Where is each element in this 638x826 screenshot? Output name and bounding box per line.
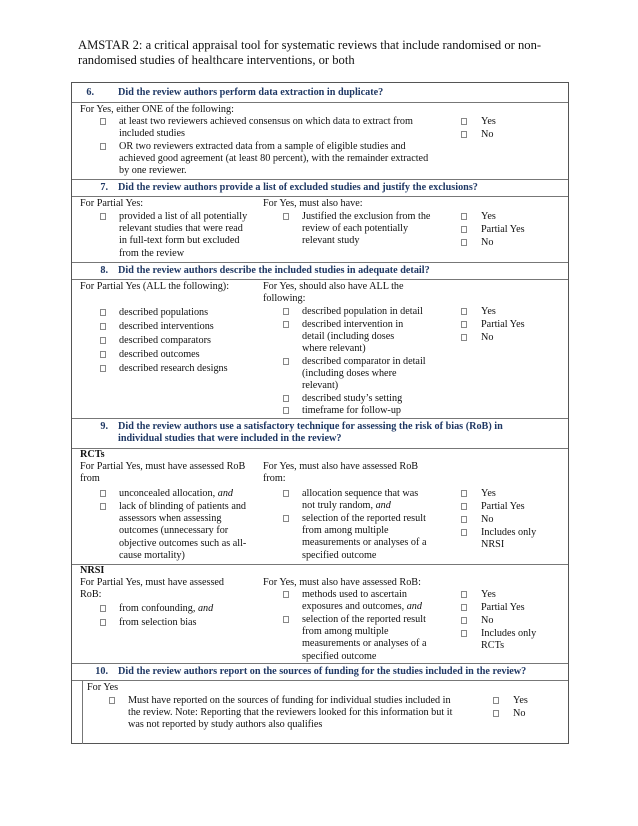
checkbox[interactable] — [109, 697, 115, 704]
checkbox[interactable] — [283, 515, 289, 522]
checkbox[interactable] — [461, 308, 467, 315]
divider — [72, 448, 568, 449]
checkbox[interactable] — [283, 395, 289, 402]
yes-heading: For Yes, must also have assessed RoB: — [263, 577, 421, 588]
checkbox[interactable] — [461, 604, 467, 611]
checkbox[interactable] — [493, 710, 499, 717]
partial-yes-heading: For Partial Yes, must have assessed RoB from — [80, 461, 246, 485]
question-number: 9. — [100, 421, 108, 432]
criteria-intro: For Yes, either ONE of the following: — [80, 104, 234, 115]
yes-heading: For Yes, must also have: — [263, 198, 363, 209]
checkbox[interactable] — [100, 213, 106, 220]
question-text: Did the review authors describe the included studies in adequate detail? — [118, 265, 430, 276]
checkbox[interactable] — [100, 143, 106, 150]
yes-heading: For Yes, should also have ALL the following: — [263, 281, 404, 305]
divider — [72, 279, 568, 280]
partial-yes-heading: For Partial Yes (ALL the following): — [80, 281, 230, 292]
question-number: 10. — [95, 666, 108, 677]
checkbox[interactable] — [461, 213, 467, 220]
document-title: AMSTAR 2: a critical appraisal tool for systematic reviews that include randomised or non-randomised studies of healthcare interventions, or both — [78, 38, 542, 67]
criteria-text: Justified the exclusion from the review of each potentially relevant study — [302, 211, 431, 247]
checkbox[interactable] — [100, 309, 106, 316]
checkbox[interactable] — [461, 617, 467, 624]
criteria-text: OR two reviewers extracted data from a sample of eligible studies and achieved good agreement (at least 80 percent), with the remainder extracted by one reviewer. — [119, 141, 429, 177]
checkbox[interactable] — [461, 630, 467, 637]
yes-heading: For Yes, must also have assessed RoB from: — [263, 461, 419, 485]
checkbox[interactable] — [100, 490, 106, 497]
checkbox[interactable] — [100, 351, 106, 358]
divider — [72, 196, 568, 197]
checkbox[interactable] — [461, 529, 467, 536]
question-text: Did the review authors provide a list of excluded studies and justify the exclusions? — [118, 182, 478, 193]
checkbox[interactable] — [283, 358, 289, 365]
divider — [72, 179, 568, 180]
checkbox[interactable] — [283, 213, 289, 220]
divider — [72, 564, 568, 565]
divider — [72, 102, 568, 103]
divider — [72, 663, 568, 664]
checkbox[interactable] — [100, 605, 106, 612]
checkbox[interactable] — [461, 334, 467, 341]
checkbox[interactable] — [283, 321, 289, 328]
checkbox[interactable] — [100, 503, 106, 510]
criteria-text: at least two reviewers achieved consensus on which data to extract from included studies — [119, 116, 413, 140]
divider — [72, 418, 568, 419]
question-number: 7. — [100, 182, 108, 193]
question-text: Did the review authors use a satisfactory technique for assessing the risk of bias (RoB) in individual studies that were included in the review? — [118, 421, 503, 445]
checkbox[interactable] — [461, 490, 467, 497]
checkbox[interactable] — [283, 308, 289, 315]
checkbox[interactable] — [461, 118, 467, 125]
checkbox[interactable] — [461, 226, 467, 233]
checkbox[interactable] — [283, 616, 289, 623]
checkbox[interactable] — [493, 697, 499, 704]
checkbox[interactable] — [461, 321, 467, 328]
checkbox[interactable] — [461, 591, 467, 598]
criteria-text: provided a list of all potentially relevant studies that were read in full-text form but excluded from the review — [119, 211, 248, 259]
question-number: 6. — [86, 87, 94, 98]
nrsi-label: NRSI — [80, 565, 105, 576]
question-text: Did the review authors perform data extraction in duplicate? — [118, 87, 384, 98]
question-text: Did the review authors report on the sources of funding for the studies included in the review? — [118, 666, 527, 677]
checkbox[interactable] — [100, 619, 106, 626]
checkbox[interactable] — [100, 337, 106, 344]
checkbox[interactable] — [100, 118, 106, 125]
appraisal-form: 6. Did the review authors perform data extraction in duplicate? For Yes, either ONE of the following: at least two reviewers achieved consensus on which data to extract from included studies OR two reviewers extracted data from a sample of eligible studies and achieved good agreement (at least 80 percent), with the remainder extracted by one reviewer. Yes No 7. Did the review authors provide a list of excluded studies and justify the exclusions? For Partial Yes: provided a list of all potentially relevant studies that were read in full-text form but excluded from the review For Yes, must also have: Justified the exclusion from the review of each potentially relevant study Yes Partial Yes No 8. Did the review authors describe the included studies in adequate detail? For Partial Yes (ALL the following): described populations described interventions described comparators described outcomes described research designs For Yes, should also have ALL the following: described population in detail described intervention in detail (including doses where relevant) described comparator in detail (including doses where relevant) described study’s setting timeframe for follow-up Yes Partial Yes No 9. Did the review authors use a satisfactory technique for assessing the risk of bias (RoB) in individual studies that were included in the review? RCTs For Partial Yes, must have assessed RoB from unconcealed allocation, and lack of blinding of patients and assessors when assessing outcomes (unnecessary for objective outcomes such as all-cause mortality) For Yes, must also have assessed RoB from: allocation sequence that was not truly random, and selection of the reported result from among multiple measurements or analyses of a specified outcome Yes Partial Yes No Includes only NRSI NRSI For Partial Yes, must have assessed RoB: from confounding, and from selection bias For Yes, must also have assessed RoB: methods used to ascertain exposures and outcomes, and selection of the reported result from among multiple measurements or analyses of a specified outcome Yes Partial Yes No Includes only RCTs 10. Did the review authors report on the sources of funding for the studies included in the review? For Yes Must have reported on the sources of funding for individual studies included in the review. Note: Reporting that the reviewers looked for this information but it was not reported by study authors also qualifies Yes No — [71, 82, 569, 744]
checkbox[interactable] — [283, 591, 289, 598]
divider — [82, 680, 83, 744]
divider — [72, 262, 568, 263]
question-number: 8. — [100, 265, 108, 276]
checkbox[interactable] — [283, 407, 289, 414]
checkbox[interactable] — [100, 365, 106, 372]
checkbox[interactable] — [461, 516, 467, 523]
rcts-label: RCTs — [80, 449, 105, 460]
checkbox[interactable] — [461, 503, 467, 510]
divider — [72, 680, 568, 681]
criteria-text: Must have reported on the sources of funding for individual studies included in the review. Note: Reporting that the reviewers looked for this information but it was not reported by study authors also qualifies — [128, 695, 453, 731]
yes-heading: For Yes — [87, 682, 119, 693]
checkbox[interactable] — [283, 490, 289, 497]
checkbox[interactable] — [461, 131, 467, 138]
partial-yes-heading: For Partial Yes: — [80, 198, 144, 209]
checkbox[interactable] — [100, 323, 106, 330]
checkbox[interactable] — [461, 239, 467, 246]
partial-yes-heading: For Partial Yes, must have assessed RoB: — [80, 577, 225, 601]
